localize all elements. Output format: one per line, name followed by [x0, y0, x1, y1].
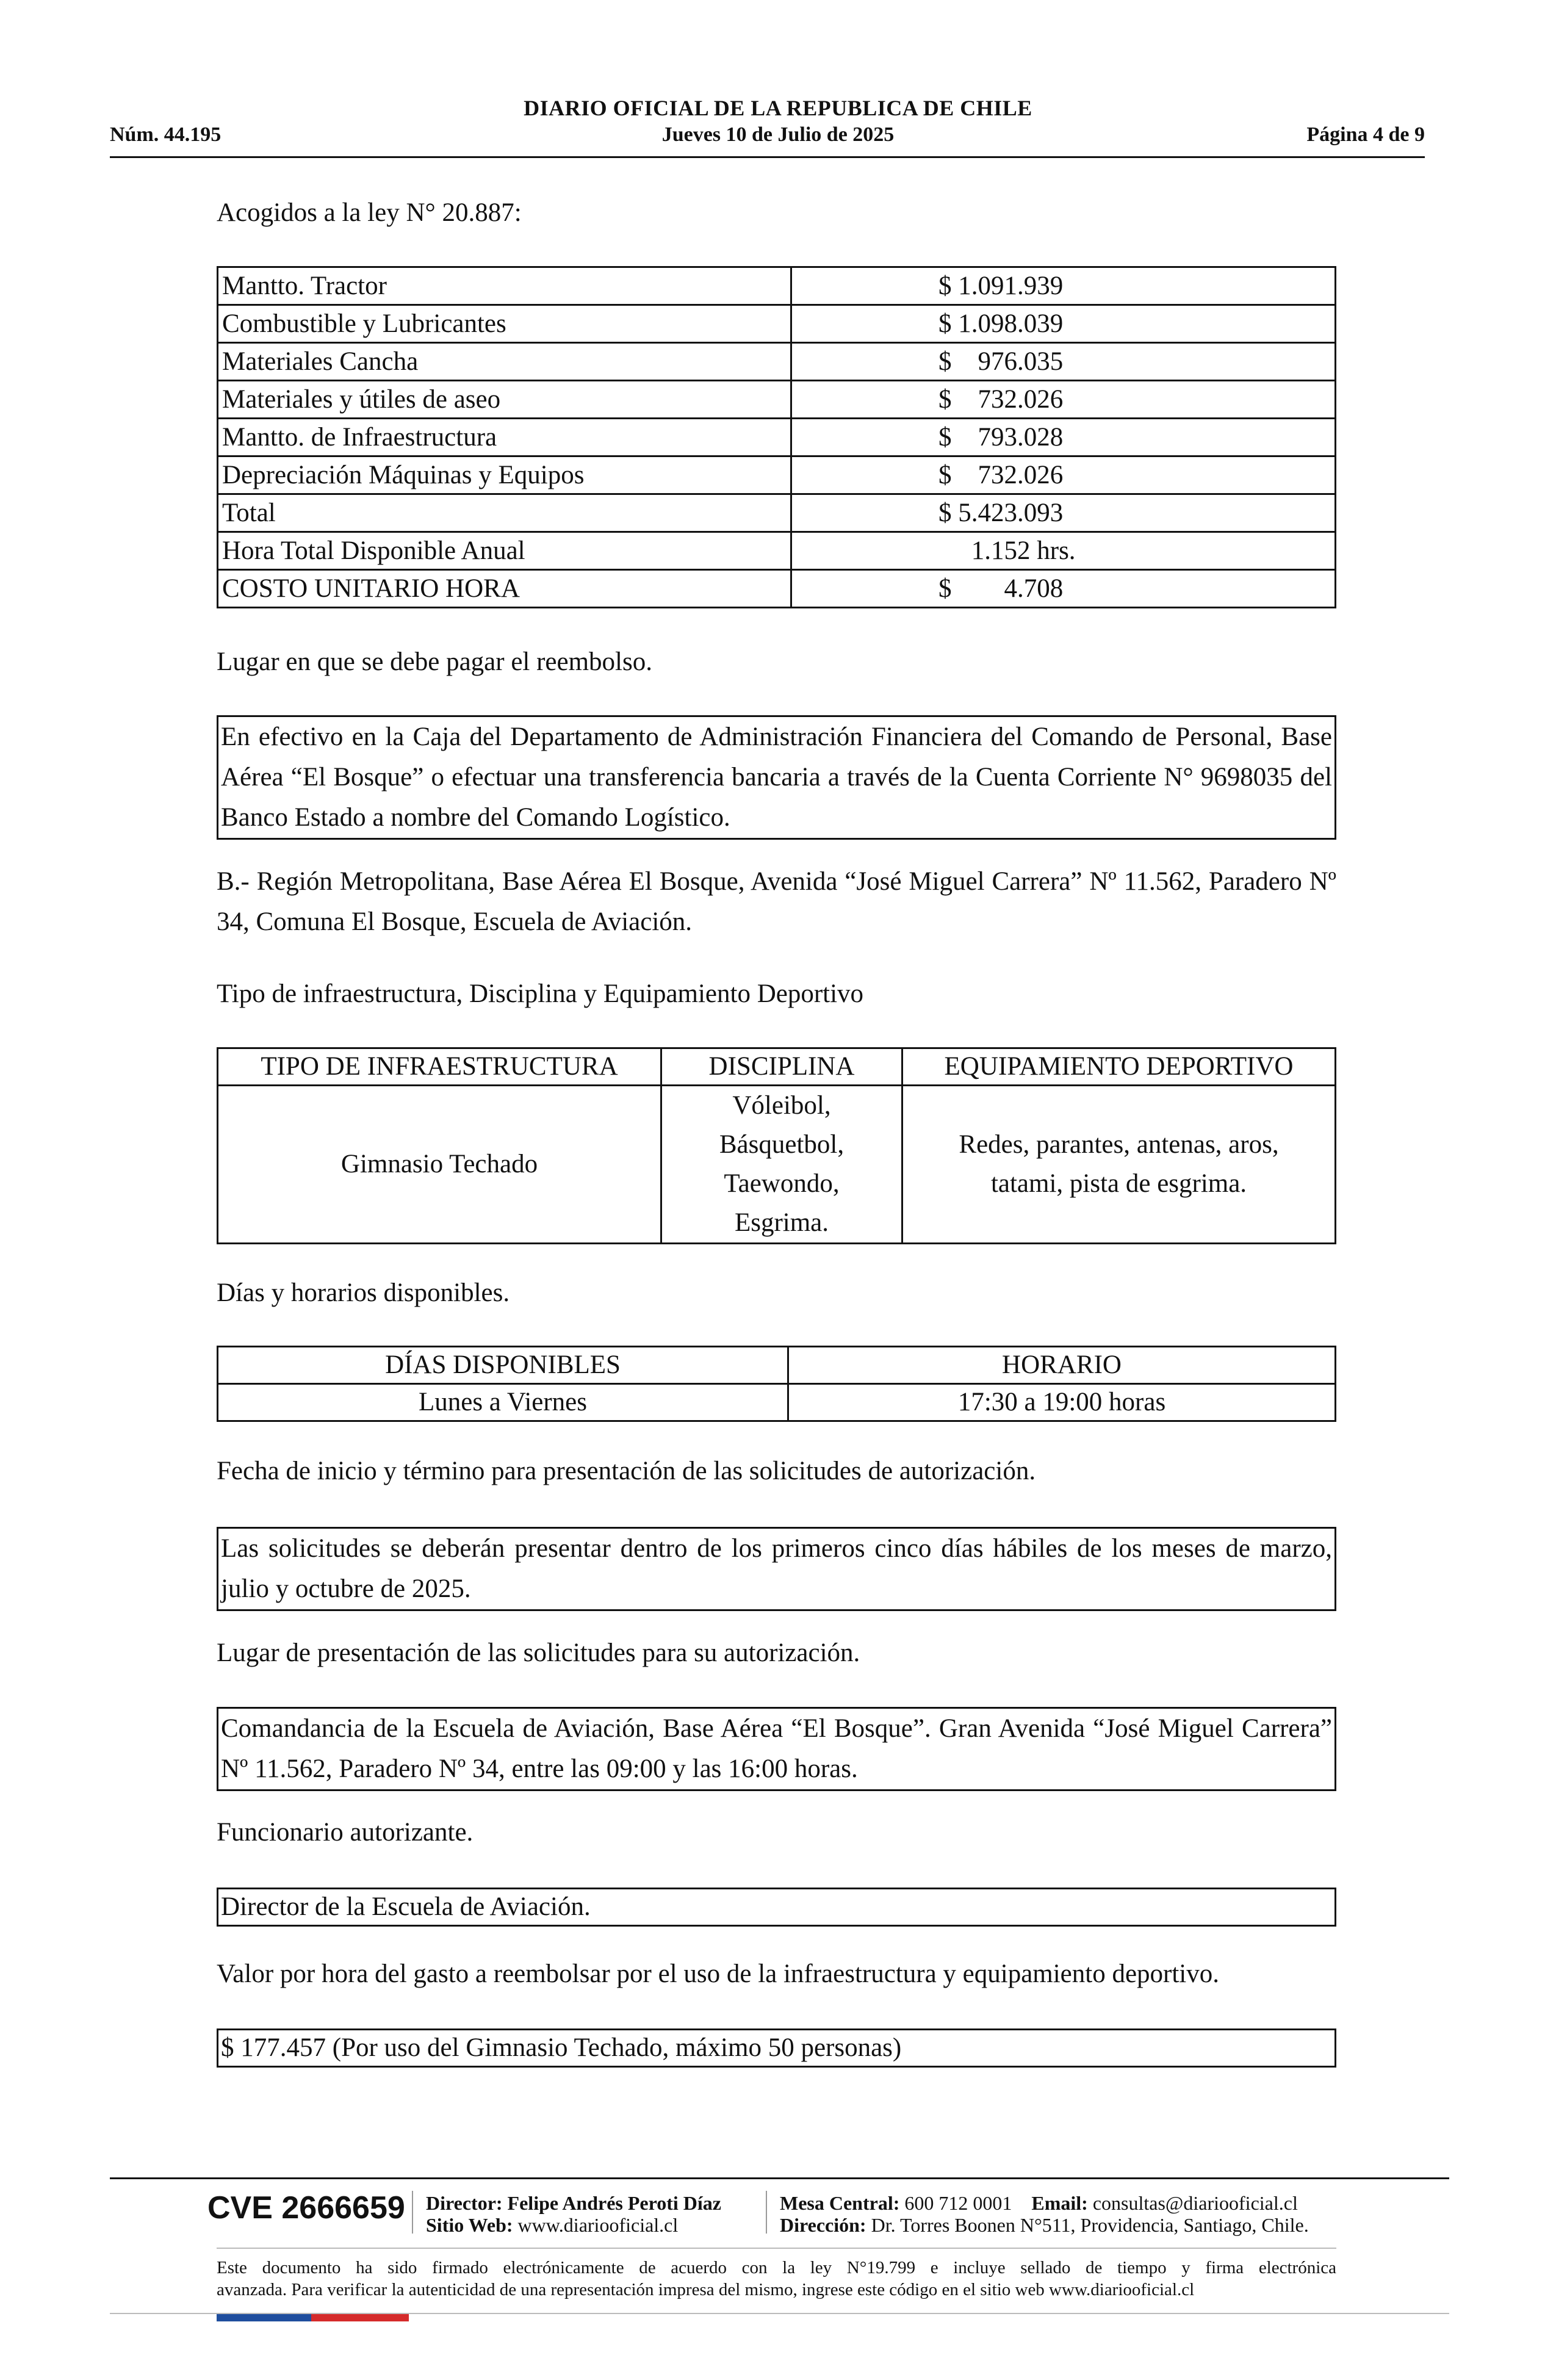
- equipamiento-line: Redes, parantes, antenas, aros,: [959, 1130, 1279, 1159]
- legal-line-2: avanzada. Para verificar la autenticidad de una representación impresa del mismo, ingrese este código en el sitio web www.diariooficial.cl: [217, 2280, 1195, 2299]
- newspaper-title: DIARIO OFICIAL DE LA REPUBLICA DE CHILE: [524, 96, 1032, 120]
- fecha-box: Las solicitudes se deberán presentar dentro de los primeros cinco días hábiles de los meses de marzo, julio y octubre de 2025.: [217, 1527, 1336, 1611]
- cost-label: Total: [218, 494, 791, 532]
- cost-label: Depreciación Máquinas y Equipos: [218, 456, 791, 494]
- infra-header-disciplina: DISCIPLINA: [661, 1048, 902, 1086]
- ley-heading: Acogidos a la ley N° 20.887:: [217, 198, 522, 227]
- infra-heading: Tipo de infraestructura, Disciplina y Equipamiento Deportivo: [217, 979, 864, 1008]
- footer-separator: [766, 2191, 767, 2234]
- disciplina-item: Vóleibol,: [732, 1091, 831, 1120]
- equipamiento-line: tatami, pista de esgrima.: [990, 1169, 1247, 1198]
- cost-label: COSTO UNITARIO HORA: [218, 570, 791, 608]
- footer-divider-mid: [217, 2248, 1336, 2249]
- infra-header-equipamiento: EQUIPAMIENTO DEPORTIVO: [902, 1048, 1336, 1086]
- header-divider: [110, 156, 1425, 158]
- funcionario-box: Director de la Escuela de Aviación.: [217, 1888, 1336, 1927]
- funcionario-heading: Funcionario autorizante.: [217, 1818, 474, 1847]
- director-label: Director:: [426, 2192, 503, 2214]
- infra-header-tipo: TIPO DE INFRAESTRUCTURA: [218, 1048, 661, 1086]
- hours-value: 17:30 a 19:00 horas: [788, 1384, 1336, 1421]
- cost-row: [218, 343, 1336, 381]
- flag-stripe-red: [311, 2314, 409, 2321]
- disciplina-item: Esgrima.: [734, 1208, 829, 1237]
- pago-box: En efectivo en la Caja del Departamento de Administración Financiera del Comando de Personal, Base Aérea “El Bosque” o efectuar una transferencia bancaria a través de la Cuenta Corriente N° 9698035 del Banco Estado a nombre del Comando Logístico.: [217, 715, 1336, 840]
- pago-heading: Lugar en que se debe pagar el reembolso.: [217, 647, 652, 676]
- cost-row: [218, 305, 1336, 343]
- cost-value: $ 5.423.093: [791, 494, 1336, 532]
- cost-row: [218, 381, 1336, 419]
- cost-label: Mantto. de Infraestructura: [218, 419, 791, 456]
- cost-value: $ 732.026: [791, 381, 1336, 419]
- cost-value: $ 976.035: [791, 343, 1336, 381]
- direccion-value: Dr. Torres Boonen N°511, Providencia, Santiago, Chile.: [871, 2214, 1309, 2236]
- infra-disciplinas: [661, 1086, 902, 1244]
- infra-equipamiento: [902, 1086, 1336, 1244]
- web-label: Sitio Web:: [426, 2214, 513, 2236]
- mesa-phone: 600 712 0001: [904, 2192, 1012, 2214]
- fecha-heading: Fecha de inicio y término para presentación de las solicitudes de autorización.: [217, 1457, 1036, 1485]
- cost-row: [218, 456, 1336, 494]
- lugar-heading: Lugar de presentación de las solicitudes para su autorización.: [217, 1639, 860, 1667]
- cost-label: Materiales y útiles de aseo: [218, 381, 791, 419]
- legal-notice: [217, 2257, 1336, 2301]
- footer-divider-top: [110, 2177, 1449, 2179]
- cost-label: Hora Total Disponible Anual: [218, 532, 791, 570]
- cost-row: [218, 419, 1336, 456]
- page-number: Página 4 de 9: [1306, 123, 1425, 146]
- disciplina-item: Taewondo,: [724, 1169, 840, 1198]
- director-name: Felipe Andrés Peroti Díaz: [507, 2192, 721, 2214]
- cve-code: CVE 2666659: [207, 2190, 405, 2226]
- footer-contact-block: [780, 2192, 1309, 2236]
- cost-label: Materiales Cancha: [218, 343, 791, 381]
- days-header-dias: DÍAS DISPONIBLES: [218, 1347, 788, 1384]
- cost-row: [218, 494, 1336, 532]
- mesa-label: Mesa Central:: [780, 2192, 900, 2214]
- lugar-box: Comandancia de la Escuela de Aviación, Base Aérea “El Bosque”. Gran Avenida “José Miguel Carrera” Nº 11.562, Paradero Nº 34, entre las 09:00 y las 16:00 horas.: [217, 1707, 1336, 1791]
- legal-line-1: Este documento ha sido firmado electrónicamente de acuerdo con la ley N°19.799 e incluye sellado de tiempo y firma electrónica: [217, 2258, 1336, 2277]
- cost-value: $ 4.708: [791, 570, 1336, 608]
- valor-box: $ 177.457 (Por uso del Gimnasio Techado, máximo 50 personas): [217, 2028, 1336, 2068]
- disciplina-item: Básquetbol,: [719, 1130, 845, 1159]
- flag-stripe-blue: [217, 2314, 311, 2321]
- infra-table: [217, 1047, 1336, 1244]
- cost-value: 1.152 hrs.: [791, 532, 1336, 570]
- footer-separator: [412, 2191, 413, 2234]
- valor-heading: Valor por hora del gasto a reembolsar por el uso de la infraestructura y equipamiento deportivo.: [217, 1960, 1220, 1988]
- cost-value: $ 1.098.039: [791, 305, 1336, 343]
- cost-row: [218, 532, 1336, 570]
- region-b-text: B.- Región Metropolitana, Base Aérea El Bosque, Avenida “José Miguel Carrera” Nº 11.562, Paradero Nº 34, Comuna El Bosque, Escuela de Aviación.: [217, 867, 1336, 936]
- cost-row: [218, 267, 1336, 305]
- direccion-label: Dirección:: [780, 2214, 866, 2236]
- infra-tipo: Gimnasio Techado: [218, 1086, 661, 1244]
- cost-row: [218, 570, 1336, 608]
- email-label: Email:: [1031, 2192, 1088, 2214]
- cost-label: Combustible y Lubricantes: [218, 305, 791, 343]
- issue-date: Jueves 10 de Julio de 2025: [661, 123, 895, 146]
- cost-value: $ 732.026: [791, 456, 1336, 494]
- days-header-horario: HORARIO: [788, 1347, 1336, 1384]
- cost-table: [217, 266, 1336, 608]
- web-link[interactable]: www.diariooficial.cl: [517, 2214, 679, 2236]
- days-table: [217, 1346, 1336, 1422]
- days-value: Lunes a Viernes: [218, 1384, 788, 1421]
- cost-value: $ 793.028: [791, 419, 1336, 456]
- footer-director-block: [426, 2192, 721, 2236]
- issue-number: Núm. 44.195: [110, 123, 222, 146]
- dias-heading: Días y horarios disponibles.: [217, 1278, 510, 1307]
- cost-value: $ 1.091.939: [791, 267, 1336, 305]
- cost-label: Mantto. Tractor: [218, 267, 791, 305]
- email-link[interactable]: consultas@diariooficial.cl: [1092, 2192, 1298, 2214]
